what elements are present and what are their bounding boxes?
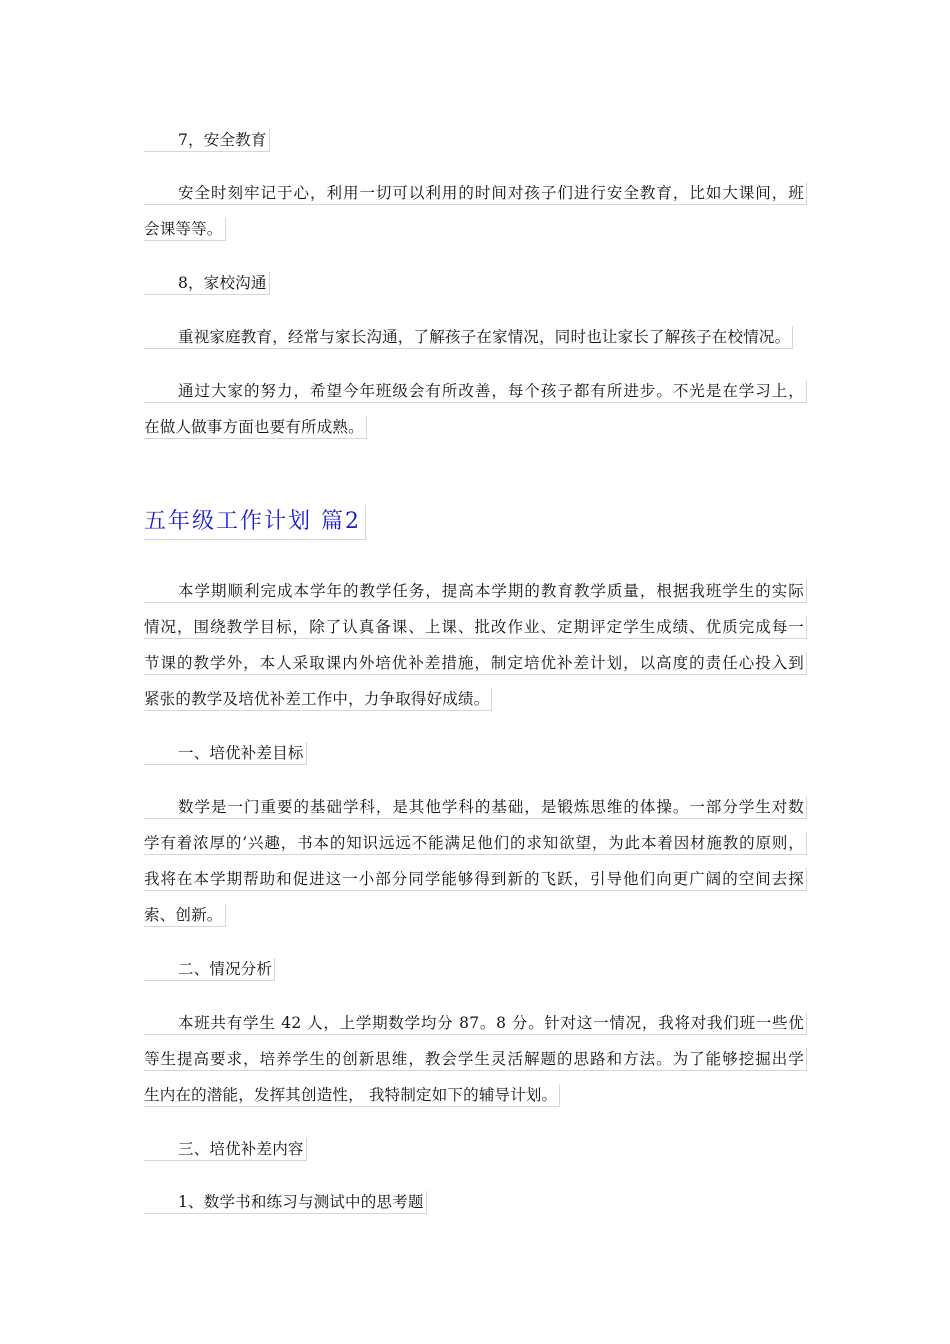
heading-home-school-communication: 8，家校沟通 <box>144 272 270 295</box>
paragraph-line: 安全时刻牢记于心，利用一切可以利用的时间对孩子们进行安全教育，比如大课间，班 <box>144 182 807 205</box>
heading-goal: 一、培优补差目标 <box>144 742 307 765</box>
paragraph-line: 通过大家的努力，希望今年班级会有所改善，每个孩子都有所进步。不光是在学习上， <box>144 380 807 403</box>
paragraph-line: 情况，围绕教学目标，除了认真备课、上课、批改作业、定期评定学生成绩、优质完成每一 <box>144 616 807 639</box>
paragraph-line: 数学是一门重要的基础学科，是其他学科的基础，是锻炼思维的体操。一部分学生对数 <box>144 796 807 819</box>
paragraph-line: 本班共有学生 42 人，上学期数学均分 87。8 分。针对这一情况，我将对我们班一些优 <box>144 1012 807 1035</box>
paragraph-line: 学有着浓厚的’兴趣，书本的知识远远不能满足他们的求知欲望，为此本着因材施教的原则， <box>144 832 807 855</box>
heading-safety-education: 7，安全教育 <box>144 129 270 152</box>
paragraph-line: 在做人做事方面也要有所成熟。 <box>144 416 367 439</box>
paragraph-line: 等生提高要求，培养学生的创新思维，教会学生灵活解题的思路和方法。为了能够挖掘出学 <box>144 1048 807 1071</box>
paragraph-line: 节课的教学外，本人采取课内外培优补差措施，制定培优补差计划，以高度的责任心投入到 <box>144 652 807 675</box>
paragraph-line: 重视家庭教育，经常与家长沟通，了解孩子在家情况，同时也让家长了解孩子在校情况。 <box>144 326 793 349</box>
heading-content: 三、培优补差内容 <box>144 1138 307 1161</box>
paragraph-line: 本学期顺利完成本学年的教学任务，提高本学期的教育教学质量，根据我班学生的实际 <box>144 580 807 603</box>
paragraph-line: 会课等等。 <box>144 218 226 241</box>
paragraph-line: 我将在本学期帮助和促进这一小部分同学能够得到新的飞跃，引导他们向更广阔的空间去探 <box>144 868 807 891</box>
list-item: 1、数学书和练习与测试中的思考题 <box>144 1191 427 1214</box>
paragraph-line: 生内在的潜能，发挥其创造性， 我特制定如下的辅导计划。 <box>144 1084 560 1107</box>
heading-situation-analysis: 二、情况分析 <box>144 958 275 981</box>
paragraph-line: 紧张的教学及培优补差工作中，力争取得好成绩。 <box>144 688 492 711</box>
paragraph-line: 索、创新。 <box>144 904 226 927</box>
article-title: 五年级工作计划 篇2 <box>144 505 366 540</box>
